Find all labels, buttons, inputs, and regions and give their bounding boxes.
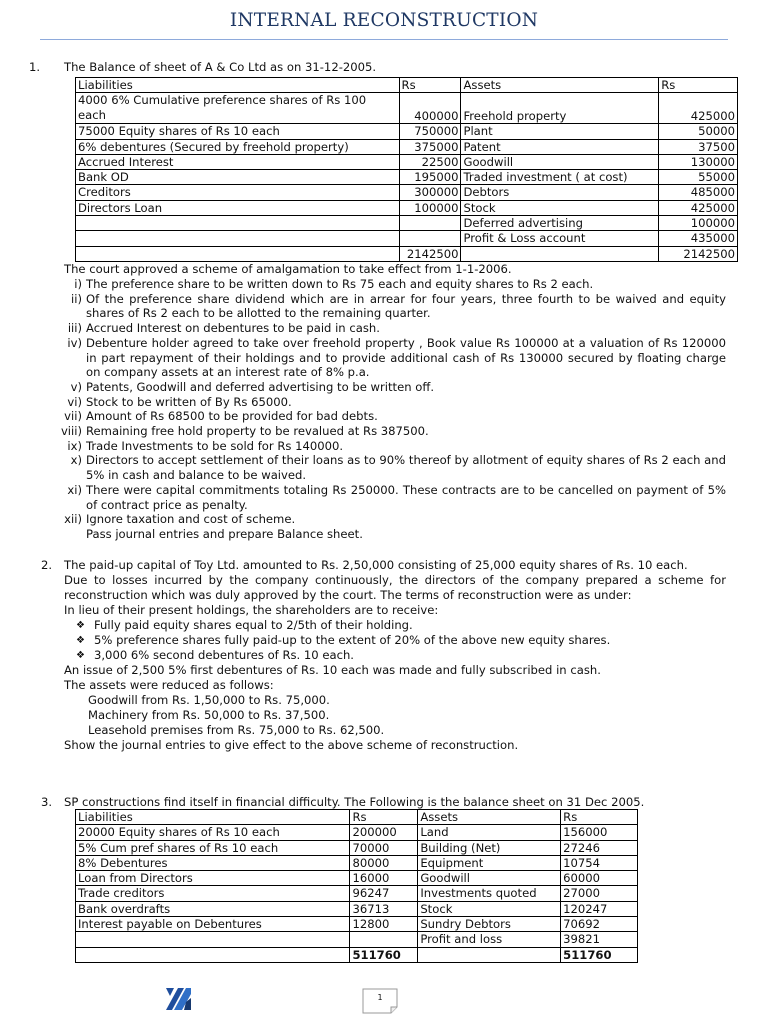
list-item-label: ii) [71, 291, 82, 306]
q1-header-assets: Assets [461, 78, 659, 93]
diamond-bullet-icon: ❖ [76, 620, 85, 631]
page-number: 1 [377, 993, 383, 1002]
asset-amount-cell: 511760 [561, 947, 638, 962]
q3-intro: SP constructions find itself in financial difficulty. The Following is the balance sheet on 31 Dec 2005. [64, 795, 645, 809]
list-item-text: Debenture holder agreed to take over freehold property , Book value Rs 100000 at a valuation of Rs 120000 in part repayment of their holdings and to provide additional cash of Rs 130000 secured by floating charge on company assets at an interest rate of 8% p.a. [86, 335, 726, 380]
asset-cell: Deferred advertising [461, 216, 659, 231]
table-row [76, 840, 638, 855]
q1-header-rs: Rs [399, 78, 461, 93]
list-item-text: Stock to be written of By Rs 65000. [86, 394, 292, 409]
liability-cell: Loan from Directors [76, 871, 350, 886]
table-row [76, 216, 738, 231]
list-item [56, 512, 726, 527]
table-row [76, 855, 638, 870]
asset-cell: Profit & Loss account [461, 231, 659, 246]
q2-paragraph: In lieu of their present holdings, the shareholders are to receive: [64, 603, 439, 617]
list-item-label: iv) [67, 335, 82, 350]
bullet-text: Fully paid equity shares equal to 2/5th of their holding. [94, 618, 413, 632]
liability-amount-cell: 300000 [399, 185, 461, 200]
list-item-label: x) [70, 453, 82, 468]
asset-cell: Investments quoted [418, 886, 561, 901]
q1-number: 1. [28, 60, 40, 74]
liability-cell: Bank OD [76, 170, 400, 185]
liability-cell [76, 231, 400, 246]
list-item [56, 424, 726, 439]
asset-cell: Traded investment ( at cost) [461, 170, 659, 185]
q2-paragraph: Due to losses incurred by the company continuously, the directors of the company prepared a scheme for reconstruction which was duly approved by the court. The terms of reconstruction were as under: [64, 573, 726, 602]
asset-amount-cell: 39821 [561, 932, 638, 947]
asset-amount-cell: 156000 [561, 825, 638, 840]
table-row [76, 901, 638, 916]
q1-balance-sheet [75, 77, 738, 262]
page-title: INTERNAL RECONSTRUCTION [229, 10, 539, 31]
q2-asset-list [64, 693, 726, 738]
list-item-label: i) [74, 277, 82, 291]
liability-amount-cell: 12800 [350, 917, 418, 932]
asset-amount-cell: 425000 [659, 200, 738, 215]
list-item-text: Directors to accept settlement of their loans as to 90% thereof by allotment of equity shares of Rs 2 each and 5% in cash and balance to be waived. [86, 453, 726, 483]
bullet-item [46, 633, 726, 648]
asset-amount-cell: 130000 [659, 154, 738, 169]
asset-amount-cell: 100000 [659, 216, 738, 231]
liability-amount-cell: 375000 [399, 139, 461, 154]
liability-cell: Creditors [76, 185, 400, 200]
liability-amount-cell: 195000 [399, 170, 461, 185]
table-row [76, 185, 738, 200]
table-row [76, 246, 738, 261]
liability-amount-cell: 16000 [350, 871, 418, 886]
q1-header-rs: Rs [659, 78, 738, 93]
asset-amount-cell: 2142500 [659, 246, 738, 261]
q2-paragraph: An issue of 2,500 5% first debentures of Rs. 10 each was made and fully subscribed in cash. [64, 663, 601, 677]
list-item [56, 527, 726, 542]
asset-cell: Stock [418, 901, 561, 916]
asset-cell: Goodwill [461, 154, 659, 169]
liability-amount-cell: 70000 [350, 840, 418, 855]
asset-reduction-line: Leasehold premises from Rs. 75,000 to Rs. 62,500. [88, 723, 385, 737]
liability-amount-cell: 22500 [399, 154, 461, 169]
liability-cell: 75000 Equity shares of Rs 10 each [76, 124, 400, 139]
q2-paragraph: The assets were reduced as follows: [64, 678, 274, 692]
q1-intro: The Balance of sheet of A & Co Ltd as on 31-12-2005. [64, 60, 377, 74]
asset-amount-cell: 485000 [659, 185, 738, 200]
liability-amount-cell [399, 216, 461, 231]
list-item-text: Patents, Goodwill and deferred advertising to be written off. [86, 379, 435, 394]
bullet-item [46, 618, 726, 633]
q2-paragraph: The paid-up capital of Toy Ltd. amounted to Rs. 2,50,000 consisting of 25,000 equity shares of Rs. 10 each. [64, 558, 688, 572]
liability-amount-cell: 80000 [350, 855, 418, 870]
asset-cell [418, 947, 561, 962]
q1-header-liabilities: Liabilities [76, 78, 400, 93]
liability-cell: 5% Cum pref shares of Rs 10 each [76, 840, 350, 855]
asset-amount-cell: 425000 [659, 93, 738, 124]
liability-amount-cell: 400000 [399, 93, 461, 124]
liability-cell: 20000 Equity shares of Rs 10 each [76, 825, 350, 840]
table-row [76, 124, 738, 139]
asset-cell: Sundry Debtors [418, 917, 561, 932]
list-item [56, 292, 726, 321]
list-item [56, 321, 726, 336]
list-item-text: Ignore taxation and cost of scheme. [86, 512, 296, 527]
asset-amount-cell: 50000 [659, 124, 738, 139]
q1-header-row [76, 78, 738, 93]
asset-amount-cell: 27000 [561, 886, 638, 901]
liability-amount-cell: 2142500 [399, 246, 461, 261]
liability-amount-cell: 96247 [350, 886, 418, 901]
asset-amount-cell: 55000 [659, 170, 738, 185]
asset-cell: Freehold property [461, 93, 659, 124]
list-item [56, 395, 726, 410]
asset-cell: Building (Net) [418, 840, 561, 855]
list-item-label: iii) [67, 321, 82, 336]
q3-header-rs: Rs [350, 810, 418, 825]
bullet-text: 3,000 6% second debentures of Rs. 10 each. [94, 648, 354, 662]
list-item-text: Remaining free hold property to be revalued at Rs 387500. [86, 424, 429, 439]
diamond-bullet-icon: ❖ [76, 635, 85, 646]
list-item-label: xi) [67, 482, 82, 497]
list-item-text: Of the preference share dividend which are in arrear for four years, three fourth to be waived and equity shares of Rs 2 each to be allotted to the remaining quarter. [86, 291, 726, 321]
asset-cell: Goodwill [418, 871, 561, 886]
table-row [76, 154, 738, 169]
liability-cell: Accrued Interest [76, 154, 400, 169]
table-row [76, 917, 638, 932]
list-item [56, 336, 726, 380]
list-item-label: v) [70, 379, 82, 394]
asset-amount-cell: 10754 [561, 855, 638, 870]
list-item [56, 483, 726, 512]
asset-cell: Patent [461, 139, 659, 154]
list-item [56, 409, 726, 424]
asset-reduction-line: Goodwill from Rs. 1,50,000 to Rs. 75,000. [88, 693, 330, 707]
liability-amount-cell: 750000 [399, 124, 461, 139]
table-row [76, 947, 638, 962]
asset-amount-cell: 120247 [561, 901, 638, 916]
q2-number: 2. [40, 558, 52, 572]
table-row [76, 200, 738, 215]
asset-cell: Debtors [461, 185, 659, 200]
list-item-text: Amount of Rs 68500 to be provided for bad debts. [86, 409, 378, 424]
q2-body [64, 558, 726, 753]
liability-amount-cell: 511760 [350, 947, 418, 962]
liability-amount-cell: 100000 [399, 200, 461, 215]
list-item-label: ix) [67, 438, 82, 453]
q2-bullet-list [46, 618, 726, 663]
q1-terms-list [56, 277, 726, 542]
liability-cell: 4000 6% Cumulative preference shares of Rs 100 each [76, 93, 400, 124]
liability-cell: Bank overdrafts [76, 901, 350, 916]
list-item-text: Trade Investments to be sold for Rs 140000. [86, 438, 344, 453]
q3-header-row [76, 810, 638, 825]
table-row [76, 886, 638, 901]
publisher-logo-icon [164, 984, 192, 1012]
asset-cell: Stock [461, 200, 659, 215]
table-row [76, 170, 738, 185]
list-item-label: xii) [64, 512, 82, 527]
liability-amount-cell [399, 231, 461, 246]
q2-paragraph: Show the journal entries to give effect to the above scheme of reconstruction. [64, 738, 519, 752]
liability-cell: 6% debentures (Secured by freehold property) [76, 139, 400, 154]
liability-cell [76, 947, 350, 962]
table-row [76, 139, 738, 154]
q3-number: 3. [40, 795, 52, 809]
title-underline [40, 39, 728, 40]
table-row [76, 231, 738, 246]
liability-cell: 8% Debentures [76, 855, 350, 870]
asset-amount-cell: 27246 [561, 840, 638, 855]
asset-reduction-line: Machinery from Rs. 50,000 to Rs. 37,500. [88, 708, 330, 722]
liability-cell [76, 932, 350, 947]
table-row [76, 871, 638, 886]
list-item [56, 453, 726, 482]
liability-cell: Interest payable on Debentures [76, 917, 350, 932]
liability-cell: Directors Loan [76, 200, 400, 215]
list-item-text: Accrued Interest on debentures to be paid in cash. [86, 321, 380, 336]
table-row [76, 825, 638, 840]
table-row [76, 93, 738, 124]
q3-header-assets: Assets [418, 810, 561, 825]
q3-balance-sheet [75, 809, 638, 963]
asset-amount-cell: 60000 [561, 871, 638, 886]
list-item-label: vii) [64, 409, 82, 424]
liability-amount-cell: 200000 [350, 825, 418, 840]
bullet-text: 5% preference shares fully paid-up to the extent of 20% of the above new equity shares. [94, 633, 611, 647]
list-item-text: The preference share to be written down to Rs 75 each and equity shares to Rs 2 each. [86, 277, 594, 291]
q3-header-rs: Rs [561, 810, 638, 825]
list-item-text: There were capital commitments totaling Rs 250000. These contracts are to be cancelled on payment of 5% of contract price as penalty. [86, 482, 726, 512]
liability-amount-cell: 36713 [350, 901, 418, 916]
liability-cell: Trade creditors [76, 886, 350, 901]
asset-cell: Equipment [418, 855, 561, 870]
list-item-text: Pass journal entries and prepare Balance sheet. [86, 526, 363, 541]
diamond-bullet-icon: ❖ [76, 650, 85, 661]
asset-amount-cell: 37500 [659, 139, 738, 154]
liability-cell [76, 216, 400, 231]
list-item [56, 380, 726, 395]
table-row [76, 932, 638, 947]
liability-cell [76, 246, 400, 261]
bullet-item [46, 648, 726, 663]
list-item-label: vi) [67, 394, 82, 409]
list-item [56, 439, 726, 454]
asset-cell: Plant [461, 124, 659, 139]
list-item-label: viii) [60, 424, 82, 439]
asset-cell: Land [418, 825, 561, 840]
liability-amount-cell [350, 932, 418, 947]
q1-lead: The court approved a scheme of amalgamation to take effect from 1-1-2006. [64, 262, 512, 276]
asset-amount-cell: 435000 [659, 231, 738, 246]
asset-cell: Profit and loss [418, 932, 561, 947]
asset-amount-cell: 70692 [561, 917, 638, 932]
asset-cell [461, 246, 659, 261]
q3-header-liabilities: Liabilities [76, 810, 350, 825]
list-item [56, 277, 726, 292]
